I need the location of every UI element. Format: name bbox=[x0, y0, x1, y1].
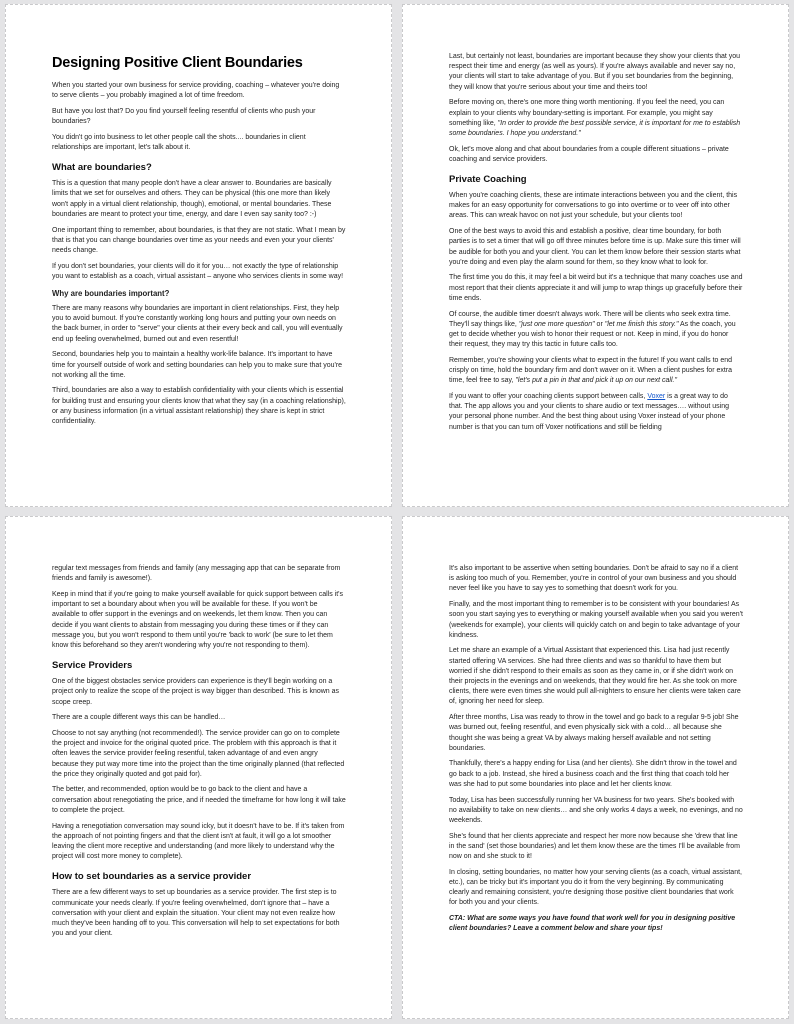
paragraph bbox=[449, 832, 743, 863]
text-run: You didn't go into business to let other people call the shots.... boundaries in client relationships are important, let's talk about it. bbox=[52, 133, 306, 152]
paragraph bbox=[52, 590, 346, 651]
text-run: Of course, the audible timer doesn't always work. There will be clients who seek extra time. They'll say things like, bbox=[449, 310, 731, 328]
paragraph bbox=[52, 785, 346, 816]
text-run: How to set boundaries as a service provider bbox=[52, 871, 252, 883]
paragraph bbox=[52, 304, 346, 345]
paragraph bbox=[52, 133, 346, 153]
paragraph bbox=[449, 600, 743, 641]
text-run: Before moving on, there's one more thing worth mentioning. If you feel the need, you can explain to your clients why boundary-setting is important. For example, you might say something like, bbox=[449, 99, 725, 127]
paragraph bbox=[52, 564, 346, 584]
text-run: There are a few different ways to set up boundaries as a service provider. The first step is to communicate your needs clearly. If you're feeling overwhelmed, don't ignore that – have a conversation with your client and explain the situation. Your client may not even realize how much they've been handing off to you. This conversation will help to set expectations for both you and your client. bbox=[52, 889, 340, 938]
paragraph bbox=[449, 98, 743, 139]
text-run: This is a question that many people don't have a clear answer to. Boundaries are basically limits that we set for ourselves and others. They can be physical (this one more than likely won't apply in a virtual client relationship, though), emotional, or mental boundaries. These boundaries are meant to protect your time, energy, and dare I even say sanity too? :-) bbox=[52, 180, 332, 218]
page-1 bbox=[5, 4, 392, 507]
text-run: One of the biggest obstacles service providers can experience is they'll begin working on a project only to realize the scope of the project is way bigger than described. This is known as scope creep. bbox=[52, 678, 340, 706]
voxer-link[interactable]: Voxer bbox=[647, 392, 666, 400]
paragraph bbox=[449, 356, 743, 387]
text-run: Choose to not say anything (not recommended!). The service provider can go on to complete the project and invoice for the original quoted price. The problem with this approach is that it often leaves the service provider feeling resentful, taken advantage of and even angry because they put way more time into the project than the time originally planned (that reflected the price they originally quoted and got paid for). bbox=[52, 729, 345, 778]
page-3 bbox=[5, 516, 392, 1019]
paragraph bbox=[449, 273, 743, 304]
text-run: When you're coaching clients, these are intimate interactions between you and the client, this makes for an easy opportunity for conversations to go into overtime or to veer off into other areas. This can wreak havoc on not just your schedule, but your clients too! bbox=[449, 192, 738, 220]
text-run: She's found that her clients appreciate and respect her more now because she 'drew that line in the sand' (set those boundaries) and let them know these are the times I'll be available from now on and she stuck to it! bbox=[449, 832, 740, 861]
paragraph bbox=[52, 81, 346, 101]
text-run: When you started your own business for service providing, coaching – whatever you're doing to serve clients – you probably imagined a lot of time freedom. bbox=[52, 82, 340, 100]
section-heading bbox=[52, 162, 346, 174]
text-run: Last, but certainly not least, boundaries are important because they show your clients that you respect their time and energy (as well as yours). If you're always available and never say no, your clients will start to take advantage of you. But if you set boundaries from the beginning, they will know that you're serious about your time and theirs too! bbox=[449, 53, 741, 91]
paragraph bbox=[449, 392, 743, 433]
paragraph bbox=[52, 677, 346, 708]
text-run: Today, Lisa has been successfully running her VA business for two years. She's booked with no availability to take on new clients… and she only works 4 days a week, no evenings, and no weekends. bbox=[449, 796, 743, 824]
sub-heading bbox=[52, 289, 346, 299]
paragraph bbox=[52, 386, 346, 427]
text-run: Why are boundaries important? bbox=[52, 289, 170, 299]
section-heading bbox=[52, 871, 346, 883]
paragraph bbox=[449, 227, 743, 268]
paragraph bbox=[52, 107, 346, 127]
paragraph bbox=[52, 350, 346, 381]
page-4 bbox=[402, 516, 789, 1019]
paragraph bbox=[449, 646, 743, 707]
text-run: Private Coaching bbox=[449, 174, 527, 186]
paragraph bbox=[449, 564, 743, 595]
text-run: "let me finish this story." bbox=[604, 320, 679, 328]
text-run: Having a renegotiation conversation may sound icky, but it doesn't have to be. If it's taken from the approach of not pointing fingers and that the client isn't at fault, it will go a lot smoother leaving the client more receptive and understanding (and more likely to understand why the project will cost more money to complete). bbox=[52, 822, 345, 861]
text-run: Third, boundaries are also a way to establish confidentiality with your clients which is essential for building trust and ensuring your clients know that what they say (in a coaching relationship), or any business information (in a virtual assistant relationship) they share is kept in strict confidentiality. bbox=[52, 387, 346, 426]
text-run: It's also important to be assertive when setting boundaries. Don't be afraid to say no if a client is asking too much of you. Remember, you're in control of your own business and you should never feel like you have to say yes to something that doesn't work for you. bbox=[449, 565, 739, 593]
text-run: There are a couple different ways this can be handled… bbox=[52, 714, 226, 722]
text-run: One important thing to remember, about boundaries, is that they are not static. What I mean by that is that you can change boundaries over time as your needs and even your your clients' needs change. bbox=[52, 226, 346, 254]
text-run: CTA: What are some ways you have found that work well for you in designing positive client boundaries? Leave a comment below and share your tips! bbox=[449, 915, 736, 933]
paragraph bbox=[52, 262, 346, 282]
text-run: If you don't set boundaries, your clients will do it for you… not exactly the type of relationship you want to establish as a coach, virtual assistant – anyone who services clients in some way! bbox=[52, 262, 344, 280]
text-run: After three months, Lisa was ready to throw in the towel and go back to a regular 9-5 job! She was burned out, feeling resentful, and even physically sick with a cold… all because she thought she was being a great VA by always making herself available and not setting boundaries. bbox=[449, 714, 739, 752]
text-run: "just one more question" bbox=[518, 320, 595, 328]
paragraph bbox=[52, 179, 346, 220]
paragraph bbox=[449, 796, 743, 827]
paragraph bbox=[52, 226, 346, 257]
section-heading bbox=[449, 174, 743, 186]
text-run: Designing Positive Client Boundaries bbox=[52, 55, 303, 71]
text-run: is a great way to do that. The app allows you and your clients to share audio or text messages…. without using your personal phone number. And the best thing about using Voxer instead of your phone number is that you can turn off Voxer notifications and still be fielding bbox=[449, 392, 730, 431]
section-heading bbox=[52, 660, 346, 672]
text-run: Ok, let's move along and chat about boundaries from a couple different situations – private coaching and service providers. bbox=[449, 145, 729, 163]
text-run: But have you lost that? Do you find yourself feeling resentful of clients who push your boundaries? bbox=[52, 107, 316, 126]
paragraph bbox=[449, 713, 743, 754]
paragraph bbox=[52, 713, 346, 723]
text-run: If you want to offer your coaching clients support between calls, bbox=[449, 392, 648, 400]
text-run: or bbox=[594, 320, 605, 328]
paragraph bbox=[52, 822, 346, 863]
text-run: There are many reasons why boundaries are important in client relationships. First, they help you to avoid burnout. If you're constantly working long hours and putting your own needs on the back burner, in order to "serve" your clients at their every beck and call, you will eventually end up feeling overwhelmed, burned out and even resentful! bbox=[52, 305, 343, 343]
page-2 bbox=[402, 4, 789, 507]
paragraph bbox=[52, 729, 346, 780]
text-run: In closing, setting boundaries, no matter how your serving clients (as a coach, virtual assistant, etc.), can be tricky but it's important you do it from the very beginning. By communicating clearly and remaining consistent, you're designing those positive client boundaries that work for both you and your clients. bbox=[449, 868, 742, 907]
text-run: What are boundaries? bbox=[52, 162, 152, 174]
paragraph bbox=[449, 914, 743, 934]
paragraph bbox=[52, 888, 346, 939]
text-run: One of the best ways to avoid this and establish a positive, clear time boundary, for both parties is to set a timer that will go off three minutes before time is up. Make sure this timer will be audible for both you and your client. You can let them know before their session starts what you're doing and even play the alarm sound for them, so they know what to look for. bbox=[449, 228, 741, 266]
document-title bbox=[52, 55, 346, 72]
text-run: Service Providers bbox=[52, 660, 133, 672]
paragraph bbox=[449, 759, 743, 790]
text-run: Keep in mind that if you're going to make yourself available for quick support between calls it's important to set a boundary about when you will be available for these. If you won't be available to offer support in the evenings and on weekends, let them know. Then you can decide if you want clients to abstain from messaging you during these times or if they can message you, but you won't respond to them until you're 'back to work' (be sure to let them know this beforehand so they aren't wondering why you're not responding to them). bbox=[52, 590, 343, 649]
paragraph bbox=[449, 868, 743, 909]
text-run: Thankfully, there's a happy ending for Lisa (and her clients). She didn't throw in the towel and go back to a job. Instead, she hired a business coach and the first thing that coach told her was she had to put some boundaries into place and let her clients know. bbox=[449, 760, 737, 788]
text-run: The first time you do this, it may feel a bit weird but it's a technique that many coaches use and most report that their clients appreciate it and will jump to wrap things up gracefully before their time ends. bbox=[449, 274, 743, 302]
text-run: "let's put a pin in that and pick it up on our next call." bbox=[515, 377, 677, 385]
text-run: The better, and recommended, option would be to go back to the client and have a conversation about renegotiating the price, and if needed the timeframe for how long it will take to complete the project. bbox=[52, 786, 346, 814]
text-run: "In order to provide the best possible service, it is important for me to establish some boundaries. I hope you understand." bbox=[449, 119, 741, 137]
paragraph bbox=[449, 310, 743, 351]
text-run: Remember, you're showing your clients what to expect in the future! If you want calls to end crisply on time, hold the boundary firm and don't waver on it. When a client pushes for extra time, feel free to say, bbox=[449, 356, 733, 385]
text-run: Let me share an example of a Virtual Assistant that experienced this. Lisa had just recently started offering VA services. She had three clients and was so thankful to have them but worried if she didn't respond to their emails as soon as they came in, or if she didn't work on their projects in the evenings and on weekends, that they would fire her. As she took on more clients, there were even times she would pull all-nighters to ensure her clients were taken care of, ignoring her need for sleep. bbox=[449, 647, 741, 706]
paragraph bbox=[449, 191, 743, 222]
paragraph bbox=[449, 145, 743, 165]
text-run: regular text messages from friends and family (any messaging app that can be separate from friends and family is awesome!). bbox=[52, 565, 341, 583]
paragraph bbox=[449, 52, 743, 93]
text-run: Finally, and the most important thing to remember is to be consistent with your boundaries! As soon you start saying yes to everything or making yourself available when you said you weren't (weekends for example), your clients will quickly catch on and begin to take advantage of your kindness. bbox=[449, 601, 743, 639]
text-run: Second, boundaries help you to maintain a healthy work-life balance. It's important to have time for yourself outside of work and setting boundaries can help you to make sure that you're not working all the time. bbox=[52, 351, 343, 379]
text-run: As the coach, you get to decide whether you wish to honor their request or not. Keep in mind, if you do honor their request, they may try this tactic in future calls too. bbox=[449, 320, 736, 349]
